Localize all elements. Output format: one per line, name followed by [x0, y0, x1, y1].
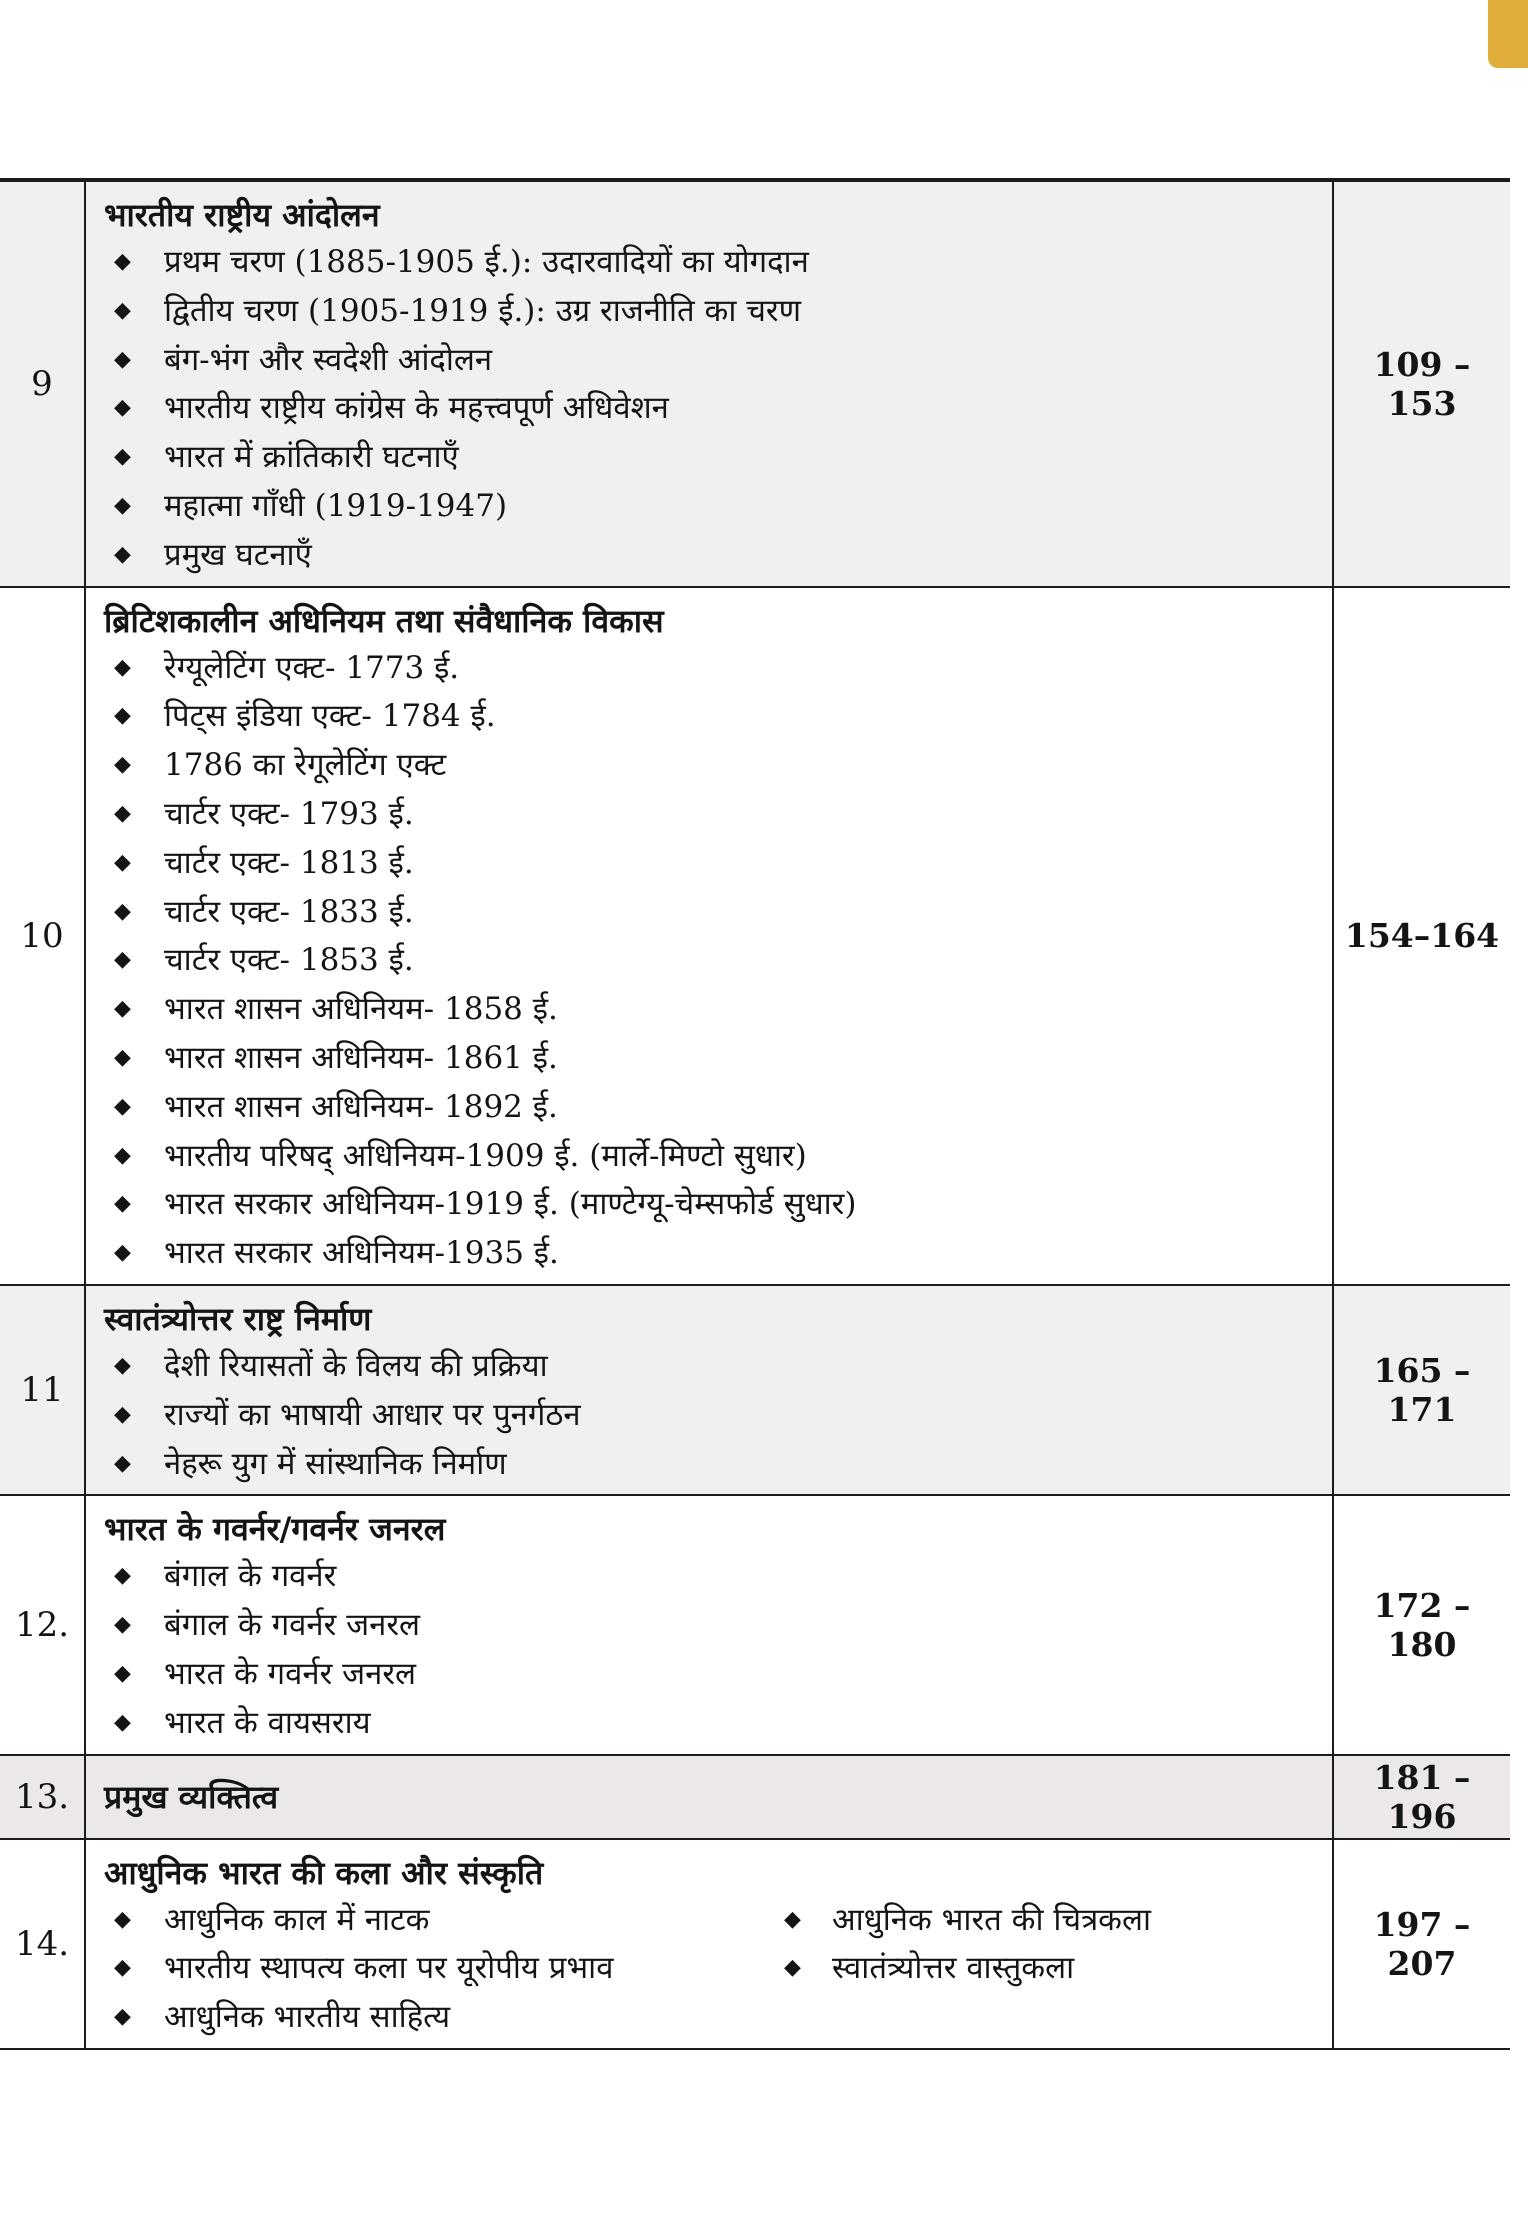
table-row: [0, 1839, 1510, 2049]
list-item: ◆ आधुनिक काल में नाटक: [104, 1896, 774, 1945]
chapter-number: 11: [0, 1285, 85, 1495]
list-item: ◆ बंग-भंग और स्वदेशी आंदोलन: [104, 336, 1318, 385]
chapter-title: भारतीय राष्ट्रीय आंदोलन: [104, 196, 380, 234]
topic-list: [104, 1342, 1318, 1488]
chapter-content: [85, 587, 1333, 1285]
list-item: ◆ रेग्यूलेटिंग एक्ट- 1773 ई.: [104, 644, 1318, 693]
list-item: ◆ प्रथम चरण (1885-1905 ई.): उदारवादियों का योगदान: [104, 238, 1318, 287]
list-item: ◆ भारत सरकार अधिनियम-1919 ई. (माण्टेग्यू-चेम्सफोर्ड सुधार): [104, 1180, 1318, 1229]
table-row: [0, 1495, 1510, 1754]
topic-list: [774, 1896, 1318, 1994]
chapter-title: प्रमुख व्यक्तित्व: [104, 1777, 279, 1816]
list-item: ◆ नेहरू युग में सांस्थानिक निर्माण: [104, 1440, 1318, 1489]
chapter-number: 13.: [0, 1755, 85, 1839]
list-item: ◆ स्वातंत्र्योत्तर वास्तुकला: [774, 1944, 1318, 1993]
topic-list: [104, 1552, 1318, 1747]
list-item: ◆ भारत शासन अधिनियम- 1861 ई.: [104, 1034, 1318, 1083]
topic-list: [104, 644, 1318, 1278]
topic-list: [104, 238, 1318, 580]
chapter-content: [85, 1285, 1333, 1495]
page-range: 109 – 153: [1333, 180, 1510, 587]
list-item: ◆ देशी रियासतों के विलय की प्रक्रिया: [104, 1342, 1318, 1391]
chapter-number: 10: [0, 587, 85, 1285]
page-range: 181 – 196: [1333, 1755, 1510, 1839]
list-item: ◆ बंगाल के गवर्नर जनरल: [104, 1601, 1318, 1650]
list-item: ◆ चार्टर एक्ट- 1833 ई.: [104, 888, 1318, 937]
list-item: ◆ आधुनिक भारतीय साहित्य: [104, 1993, 774, 2042]
chapter-number: 9: [0, 180, 85, 587]
chapter-title: आधुनिक भारत की कला और संस्कृति: [104, 1853, 544, 1892]
table-row: [0, 1285, 1510, 1495]
list-item: ◆ प्रमुख घटनाएँ: [104, 531, 1318, 580]
list-item: ◆ महात्मा गाँधी (1919-1947): [104, 482, 1318, 531]
list-item: ◆ चार्टर एक्ट- 1853 ई.: [104, 936, 1318, 985]
chapter-title: स्वातंत्र्योत्तर राष्ट्र निर्माण: [104, 1299, 372, 1338]
page-range: 197 – 207: [1333, 1839, 1510, 2049]
list-item: ◆ 1786 का रेगूलेटिंग एक्ट: [104, 741, 1318, 790]
table-row: [0, 587, 1510, 1285]
topic-list: [104, 1896, 774, 2042]
chapter-content: [85, 1495, 1333, 1754]
chapter-content: [85, 1839, 1333, 2049]
page-corner-tab: [1488, 0, 1528, 68]
chapter-title: भारत के गवर्नर/गवर्नर जनरल: [104, 1510, 446, 1549]
list-item: ◆ बंगाल के गवर्नर: [104, 1552, 1318, 1601]
list-item: ◆ चार्टर एक्ट- 1793 ई.: [104, 790, 1318, 839]
list-item: ◆ पिट्स इंडिया एक्ट- 1784 ई.: [104, 692, 1318, 741]
list-item: ◆ द्वितीय चरण (1905-1919 ई.): उग्र राजनीति का चरण: [104, 287, 1318, 336]
two-column-topics: [104, 1896, 1318, 2042]
list-item: ◆ भारत के वायसराय: [104, 1699, 1318, 1748]
page-range: 154–164: [1333, 587, 1510, 1285]
topic-column-right: [774, 1896, 1318, 2042]
topic-column-left: [104, 1896, 774, 2042]
table-row: [0, 180, 1510, 587]
chapter-title: ब्रिटिशकालीन अधिनियम तथा संवैधानिक विकास: [104, 601, 664, 640]
page-range: 165 – 171: [1333, 1285, 1510, 1495]
table-row: [0, 1755, 1510, 1839]
list-item: ◆ राज्यों का भाषायी आधार पर पुनर्गठन: [104, 1391, 1318, 1440]
chapter-number: 14.: [0, 1839, 85, 2049]
chapter-content: [85, 1755, 1333, 1839]
list-item: ◆ भारत शासन अधिनियम- 1858 ई.: [104, 985, 1318, 1034]
list-item: ◆ भारत में क्रांतिकारी घटनाएँ: [104, 433, 1318, 482]
chapter-number: 12.: [0, 1495, 85, 1754]
page-range: 172 – 180: [1333, 1495, 1510, 1754]
list-item: ◆ भारत शासन अधिनियम- 1892 ई.: [104, 1083, 1318, 1132]
list-item: ◆ भारतीय स्थापत्य कला पर यूरोपीय प्रभाव: [104, 1944, 774, 1993]
contents-table: [0, 178, 1510, 2050]
list-item: ◆ आधुनिक भारत की चित्रकला: [774, 1896, 1318, 1945]
list-item: ◆ चार्टर एक्ट- 1813 ई.: [104, 839, 1318, 888]
chapter-content: [85, 180, 1333, 587]
list-item: ◆ भारतीय राष्ट्रीय कांग्रेस के महत्त्वपूर्ण अधिवेशन: [104, 384, 1318, 433]
list-item: ◆ भारत सरकार अधिनियम-1935 ई.: [104, 1229, 1318, 1278]
list-item: ◆ भारत के गवर्नर जनरल: [104, 1650, 1318, 1699]
list-item: ◆ भारतीय परिषद् अधिनियम-1909 ई. (मार्ले-मिण्टो सुधार): [104, 1132, 1318, 1181]
